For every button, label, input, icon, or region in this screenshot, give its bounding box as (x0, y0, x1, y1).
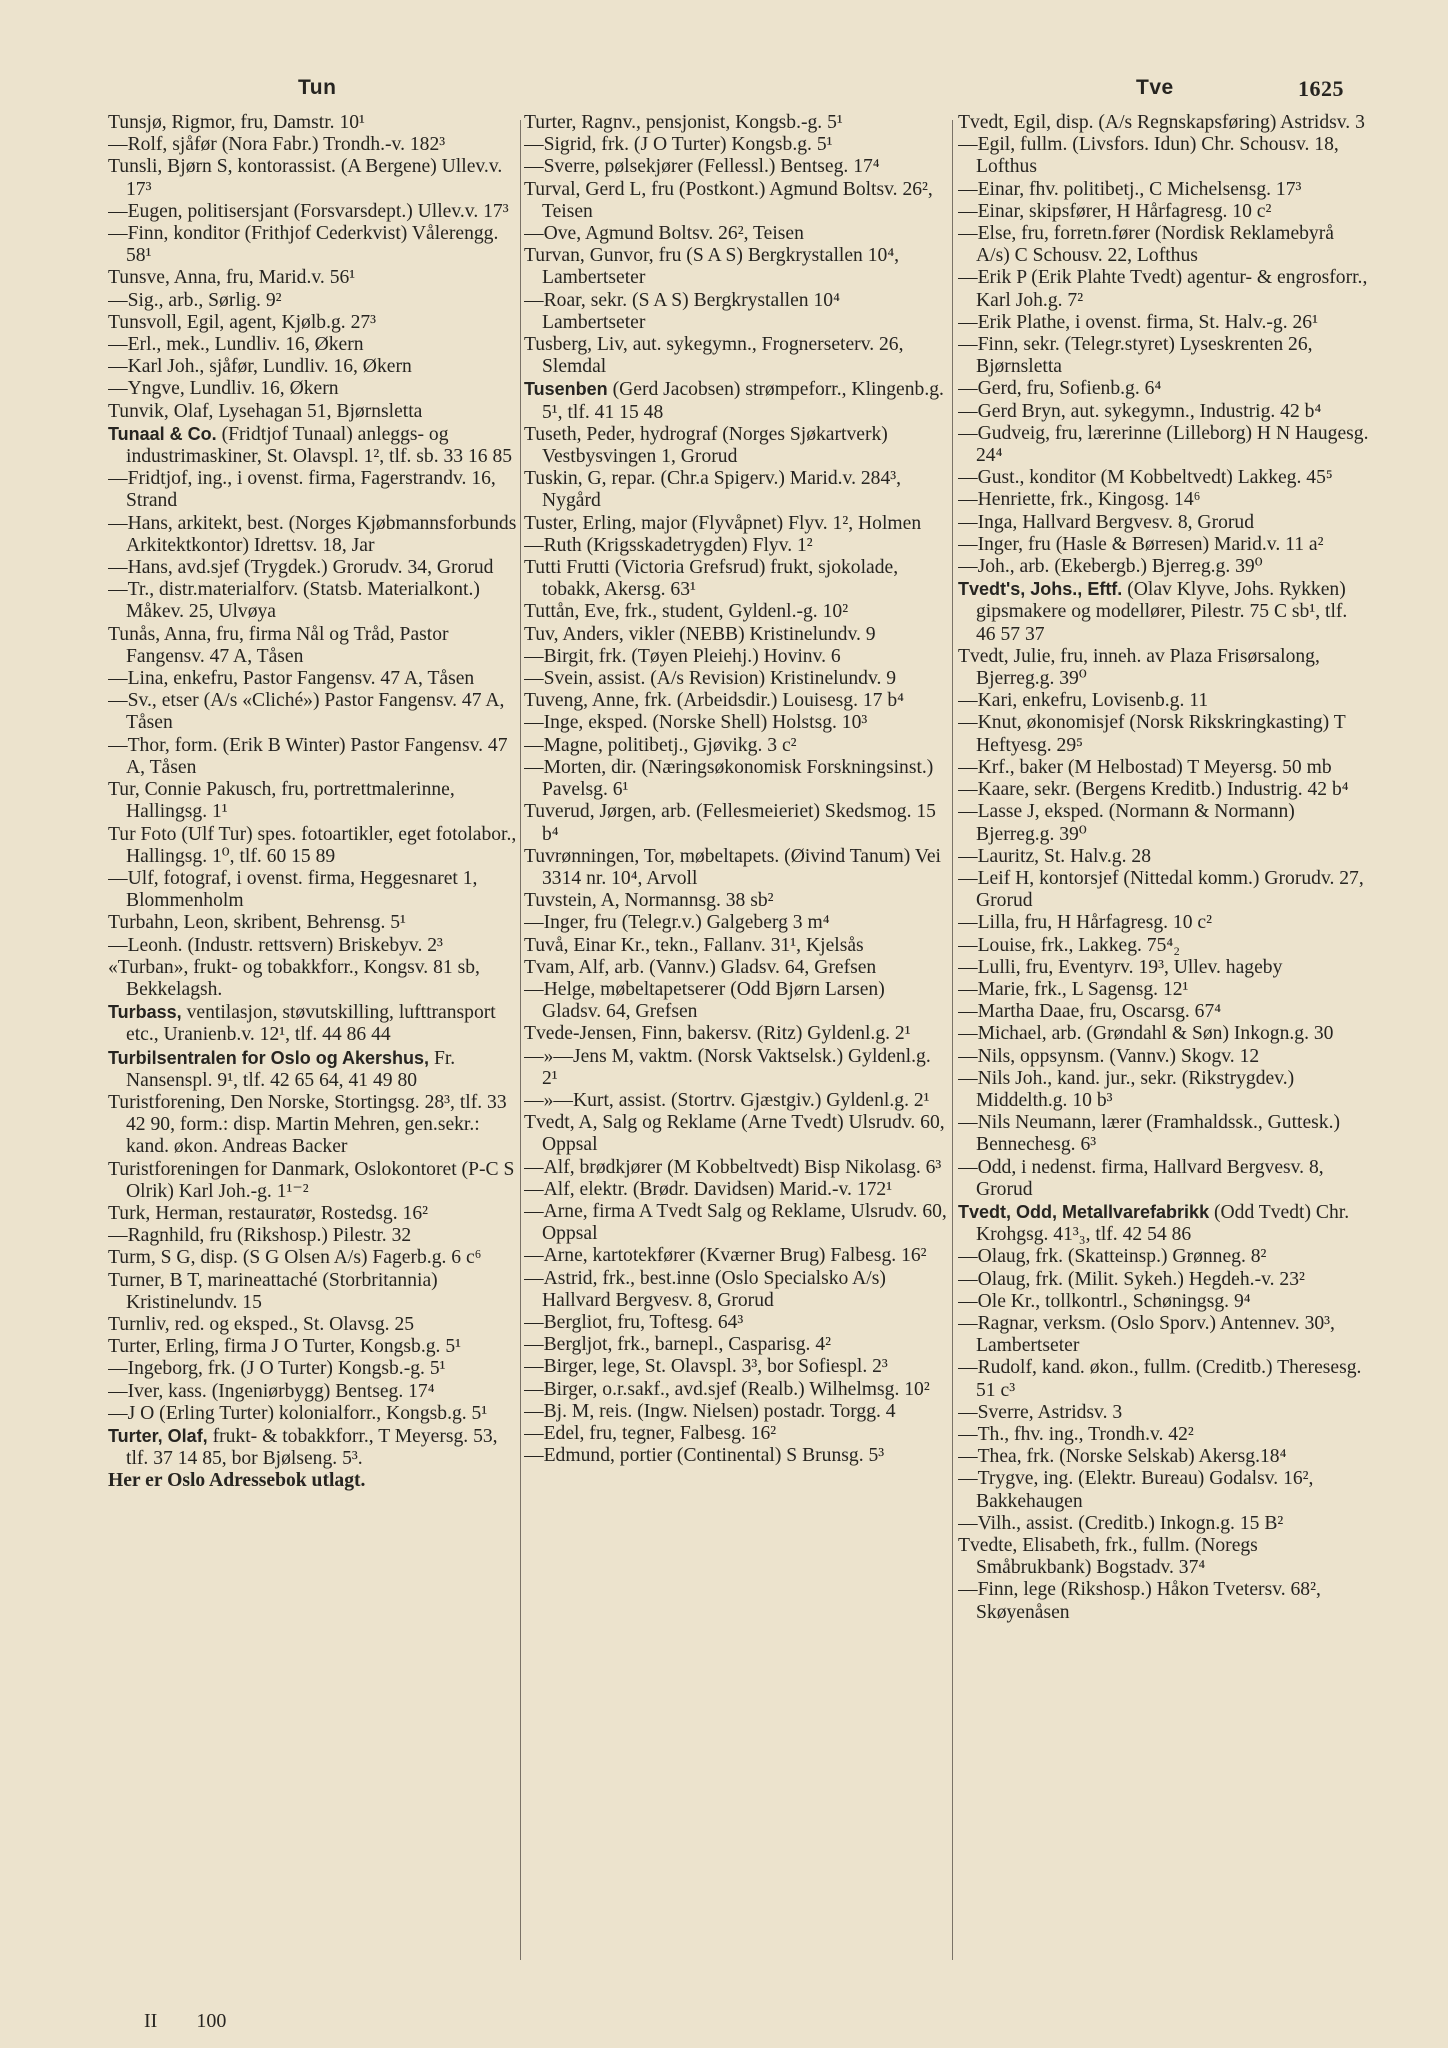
entry-text: —Gerd Bryn, aut. sykegymn., Industrig. 42 b⁴ (958, 400, 1322, 422)
directory-entry (108, 824, 518, 868)
entry-text: Tuster, Erling, major (Flyvåpnet) Flyv. 1², Holmen (524, 512, 922, 534)
entry-text: —Krf., baker (M Helbostad) T Meyersg. 50 mb (958, 756, 1332, 778)
entry-text: (Gerd Jacobsen) strømpeforr., Klingenb.g. 5¹, tlf. 41 15 48 (542, 379, 944, 423)
directory-entry (524, 557, 948, 601)
directory-entry (524, 1046, 948, 1090)
directory-entry (958, 401, 1370, 423)
entry-text: —Ole Kr., tollkontrl., Schøningsg. 9⁴ (958, 1290, 1251, 1312)
entry-text: —Inger, fru (Telegr.v.) Galgeberg 3 m⁴ (524, 912, 830, 934)
directory-entry (524, 290, 948, 334)
entry-text: —Sv., etser (A/s «Cliché») Pastor Fangensv. 47 A, Tåsen (108, 690, 505, 734)
directory-entry (524, 179, 948, 223)
entry-text: —Gust., konditor (M Kobbeltvedt) Lakkeg. 45⁵ (958, 467, 1333, 489)
directory-entry (108, 1336, 518, 1358)
directory-entry (108, 668, 518, 690)
directory-entry (108, 690, 518, 734)
directory-entry (524, 112, 948, 134)
entry-text: —Einar, fhv. politibetj., C Michelsensg. 17³ (958, 178, 1302, 200)
directory-entry (958, 712, 1370, 756)
entry-bold-name: Turbass, (108, 1002, 182, 1023)
directory-entry (958, 1291, 1370, 1313)
directory-entry (108, 1092, 518, 1159)
entry-bold-name: Tvedt, Odd, Metallvarefabrikk (958, 1201, 1210, 1222)
directory-entry (108, 1225, 518, 1247)
entry-text: Turvan, Gunvor, fru (S A S) Bergkrystallen 10⁴, Lambertseter (524, 245, 900, 289)
entry-text: —Hans, avd.sjef (Trygdek.) Grorudv. 34, Grorud (108, 557, 494, 579)
entry-text: Tvedt, Egil, disp. (A/s Regnskapsføring) Astridsv. 3 (958, 112, 1365, 133)
directory-column-2 (524, 112, 948, 1992)
entry-text: —Arne, kartotekfører (Kværner Brug) Falbesg. 16² (524, 1245, 927, 1267)
directory-entry (524, 1023, 948, 1045)
directory-entry (958, 179, 1370, 201)
directory-entry (958, 1579, 1370, 1623)
directory-entry (524, 1445, 948, 1467)
entry-text: —Erl., mek., Lundliv. 16, Økern (108, 334, 364, 356)
directory-column-1 (108, 112, 518, 1992)
entry-text: —Else, fru, forretn.fører (Nordisk Reklamebyrå A/s) C Schousv. 22, Lofthus (958, 223, 1334, 267)
header-last-word: Tve (1136, 76, 1174, 99)
directory-entry (958, 979, 1370, 1001)
directory-entry (108, 1270, 518, 1314)
entry-text: —Alf, brødkjører (M Kobbeltvedt) Bisp Nikolasg. 6³ (524, 1156, 942, 1178)
entry-text: —Eugen, politisersjant (Forsvarsdept.) Ullev.v. 17³ (108, 200, 509, 222)
entry-text: (Fridtjof Tunaal) anleggs- og industrimaskiner, St. Olavspl. 1², tlf. sb. 33 16 85 (126, 423, 513, 468)
entry-text: Tvede-Jensen, Finn, bakersv. (Ritz) Gyldenl.g. 2¹ (524, 1023, 911, 1045)
column-divider (952, 120, 953, 1960)
entry-text: Turval, Gerd L, fru (Postkont.) Agmund Boltsv. 26², Teisen (524, 178, 933, 222)
entry-text: Tuvstein, A, Normannsg. 38 sb² (524, 890, 774, 912)
directory-entry (958, 534, 1370, 556)
entry-text: Turter, Ragnv., pensjonist, Kongsb.-g. 5¹ (524, 112, 843, 133)
entry-text: Turbahn, Leon, skribent, Behrensg. 5¹ (108, 912, 406, 934)
entry-text: —Rudolf, kand. økon., fullm. (Creditb.) Theresesg. 51 c³ (958, 1357, 1362, 1401)
entry-text: —Finn, konditor (Frithjof Cederkvist) Vålerengg. 58¹ (108, 223, 499, 267)
directory-entry (108, 468, 518, 512)
entry-notice: Her er Oslo Adressebok utlagt. (108, 1470, 366, 1492)
directory-entry (958, 912, 1370, 934)
entry-text: —Ruth (Krigsskadetrygden) Flyv. 1² (524, 534, 813, 556)
entry-text: —Nils, oppsynsm. (Vannv.) Skogv. 12 (958, 1045, 1260, 1067)
entry-text: Tusberg, Liv, aut. sykegymn., Frognerseterv. 26, Slemdal (524, 334, 904, 378)
directory-entry (108, 134, 518, 156)
directory-entry (108, 201, 518, 223)
directory-entry (958, 1313, 1370, 1357)
column-divider (520, 120, 521, 1960)
directory-entry (958, 1068, 1370, 1112)
page-number: 1625 (1298, 76, 1344, 101)
entry-text: —Kaare, sekr. (Bergens Kreditb.) Industrig. 42 b⁴ (958, 779, 1349, 801)
directory-entry (958, 1468, 1370, 1512)
directory-entry (524, 1179, 948, 1201)
entry-text: —Inge, eksped. (Norske Shell) Holstsg. 10³ (524, 712, 868, 734)
entry-text: —Lina, enkefru, Pastor Fangensv. 47 A, Tåsen (108, 668, 475, 690)
directory-entry (958, 578, 1370, 646)
entry-bold-name: Tvedt's, Johs., Eftf. (958, 579, 1123, 600)
entry-text: Turner, B T, marineattaché (Storbritannia) Kristinelundv. 15 (108, 1269, 438, 1313)
entry-text: —Erik Plathe, i ovenst. firma, St. Halv.-g. 26¹ (958, 311, 1318, 333)
directory-entry (108, 1047, 518, 1092)
entry-text: Tunvik, Olaf, Lysehagan 51, Bjørnsletta (108, 400, 423, 422)
page-header (0, 76, 1448, 106)
entry-text: —Iver, kass. (Ingeniørbygg) Bentseg. 17⁴ (108, 1380, 435, 1402)
directory-entry (958, 556, 1370, 578)
directory-entry (958, 957, 1370, 979)
directory-entry (524, 646, 948, 668)
directory-entry (524, 424, 948, 468)
directory-entry (524, 601, 948, 623)
entry-text: Turm, S G, disp. (S G Olsen A/s) Fagerb.g. 6 c⁶ (108, 1247, 482, 1269)
directory-entry (958, 489, 1370, 511)
directory-entry (108, 579, 518, 623)
directory-entry (958, 201, 1370, 223)
entry-text: —Martha Daae, fru, Oscarsg. 67⁴ (958, 1001, 1222, 1023)
directory-entry (958, 267, 1370, 311)
directory-entry (108, 1403, 518, 1425)
directory-entry (958, 223, 1370, 267)
directory-entry (958, 868, 1370, 912)
entry-text: —Sverre, Astridsv. 3 (958, 1401, 1123, 1423)
directory-entry (524, 846, 948, 890)
entry-text: —Finn, lege (Rikshosp.) Håkon Tvetersv. 68², Skøyenåsen (958, 1579, 1321, 1623)
entry-text: —Birger, o.r.sakf., avd.sjef (Realb.) Wilhelmsg. 10² (524, 1378, 930, 1400)
directory-entry (958, 1535, 1370, 1579)
directory-entry (108, 112, 518, 134)
directory-entry (108, 156, 518, 200)
entry-bold-name: Turter, Olaf, (108, 1425, 208, 1446)
entry-text: —Leif H, kontorsjef (Nittedal komm.) Grorudv. 27, Grorud (958, 867, 1364, 912)
entry-text: Tvedte, Elisabeth, frk., fullm. (Noregs Småbrukbank) Bogstadv. 37⁴ (958, 1535, 1258, 1579)
entry-text: Turistforeningen for Danmark, Oslokontoret (P-C S Olrik) Karl Joh.-g. 1¹⁻² (108, 1158, 515, 1202)
directory-entry (958, 1001, 1370, 1023)
directory-entry (108, 356, 518, 378)
entry-text: —Sigrid, frk. (J O Turter) Kongsb.g. 5¹ (524, 134, 833, 156)
entry-text: «Turban», frukt- og tobakkforr., Kongsv. 81 sb, Bekkelagsh. (108, 956, 480, 1000)
entry-text: —Gudveig, fru, lærerinne (Lilleborg) H N Haugesg. 24⁴ (958, 422, 1369, 467)
entry-bold-name: Turbilsentralen for Oslo og Akershus, (108, 1047, 430, 1068)
entry-text: —Karl Joh., sjåfør, Lundliv. 16, Økern (108, 356, 412, 378)
entry-text: Tutti Frutti (Victoria Grefsrud) frukt, sjokolade, tobakk, Akersg. 63¹ (524, 557, 899, 601)
entry-text: (Odd Tvedt) Chr. Krohgsg. 41³₃, tlf. 42 54 86 (976, 1201, 1350, 1246)
directory-entry (108, 334, 518, 356)
entry-text: frukt- & tobakkforr., T Meyersg. 53, tlf. 37 14 85, bor Bjølseng. 5³. (126, 1425, 498, 1470)
directory-entry (108, 1159, 518, 1203)
directory-entry (108, 912, 518, 934)
entry-text: —Ove, Agmund Boltsv. 26², Teisen (524, 223, 804, 245)
entry-text: —Thea, frk. (Norske Selskab) Akersg.18⁴ (958, 1446, 1287, 1468)
entry-bold-name: Tunaal & Co. (108, 423, 217, 444)
entry-text: —Joh., arb. (Ekebergb.) Bjerreg.g. 39⁰ (958, 556, 1263, 578)
entry-text: —Ragnhild, fru (Rikshosp.) Pilestr. 32 (108, 1225, 412, 1247)
entry-text: —Morten, dir. (Næringsøkonomisk Forskningsinst.) Pavelsg. 6¹ (524, 756, 934, 801)
entry-text: Tunås, Anna, fru, firma Nål og Tråd, Pastor Fangensv. 47 A, Tåsen (108, 623, 449, 667)
directory-entry (524, 757, 948, 801)
directory-entry (524, 1090, 948, 1112)
entry-text: —Trygve, ing. (Elektr. Bureau) Godalsv. 16², Bakkehaugen (958, 1468, 1314, 1512)
entry-text: —Helge, møbeltapetserer (Odd Bjørn Larsen) Gladsv. 64, Grefsen (524, 978, 885, 1023)
entry-text: —Knut, økonomisjef (Norsk Rikskringkasting) T Heftyesg. 29⁵ (958, 712, 1346, 756)
entry-text: —Michael, arb. (Grøndahl & Søn) Inkogn.g. 30 (958, 1023, 1334, 1045)
entry-text: —Inger, fru (Hasle & Børresen) Marid.v. 11 a² (958, 533, 1324, 555)
directory-entry (524, 735, 948, 757)
entry-text: —Erik P (Erik Plahte Tvedt) agentur- & engrosforr., Karl Joh.g. 7² (958, 267, 1368, 311)
directory-entry (958, 334, 1370, 378)
directory-entry (524, 1401, 948, 1423)
directory-entry (108, 1001, 518, 1046)
directory-entry (108, 423, 518, 468)
directory-entry (524, 890, 948, 912)
directory-entry (958, 690, 1370, 712)
entry-text: —Odd, i nedenst. firma, Hallvard Bergvesv. 8, Grorud (958, 1156, 1324, 1200)
directory-entry (524, 468, 948, 512)
entry-text: —Finn, sekr. (Telegr.styret) Lyseskrenten 26, Bjørnsletta (958, 334, 1313, 378)
directory-entry (524, 668, 948, 690)
entry-text: —Bj. M, reis. (Ingw. Nielsen) postadr. Torgg. 4 (524, 1400, 896, 1422)
directory-entry (524, 935, 948, 957)
directory-entry (958, 1046, 1370, 1068)
directory-entry (958, 512, 1370, 534)
directory-entry (524, 1379, 948, 1401)
entry-text: Tuvrønningen, Tor, møbeltapets. (Øivind Tanum) Vei 3314 nr. 10⁴, Arvoll (524, 845, 941, 889)
directory-entry (958, 1023, 1370, 1045)
entry-text: —Alf, elektr. (Brødr. Davidsen) Marid.-v. 172¹ (524, 1178, 893, 1200)
directory-entry (108, 1203, 518, 1225)
entry-text: —Olaug, frk. (Milit. Sykeh.) Hegdeh.-v. 23² (958, 1268, 1305, 1290)
entry-text: —Edmund, portier (Continental) S Brunsg. 5³ (524, 1445, 885, 1467)
entry-text: —Lilla, fru, H Hårfagresg. 10 c² (958, 912, 1212, 934)
page-footer (144, 2010, 260, 2033)
entry-text: —Fridtjof, ing., i ovenst. firma, Fagerstrandv. 16, Strand (108, 468, 496, 512)
entry-text: —Tr., distr.materialforv. (Statsb. Materialkont.) Måkev. 25, Ulvøya (108, 579, 480, 623)
entry-text: Tunsve, Anna, fru, Marid.v. 56¹ (108, 267, 356, 289)
directory-entry (108, 1314, 518, 1336)
entry-text: —Ingeborg, frk. (J O Turter) Kongsb.-g. 5¹ (108, 1358, 446, 1380)
entry-text: Turistforening, Den Norske, Stortingsg. 28³, tlf. 33 42 90, form.: disp. Martin Mehren, gen.sekr.: kand. økon. Andreas Backer (108, 1091, 507, 1158)
entry-text: —Arne, firma A Tvedt Salg og Reklame, Ulsrudv. 60, Oppsal (524, 1200, 947, 1245)
directory-entry (958, 1157, 1370, 1201)
entry-text: Turk, Herman, restauratør, Rostedsg. 16² (108, 1202, 428, 1224)
entry-text: —Rolf, sjåfør (Nora Fabr.) Trondh.-v. 182³ (108, 134, 446, 156)
directory-entry (958, 779, 1370, 801)
entry-text: ventilasjon, støvutskilling, lufttransport etc., Uranienb.v. 12¹, tlf. 44 86 44 (126, 1002, 496, 1046)
entry-text: —Svein, assist. (A/s Revision) Kristinelundv. 9 (524, 668, 897, 690)
directory-entry (958, 1201, 1370, 1246)
entry-text: —Olaug, frk. (Skatteinsp.) Grønneg. 8² (958, 1246, 1267, 1268)
directory-entry (108, 1425, 518, 1470)
directory-entry (958, 1446, 1370, 1468)
directory-entry (958, 935, 1370, 957)
entry-text: —Magne, politibetj., Gjøvikg. 3 c² (524, 734, 797, 756)
directory-entry (524, 801, 948, 845)
directory-entry (524, 245, 948, 289)
directory-entry (958, 134, 1370, 178)
entry-text: —Lulli, fru, Eventyrv. 19³, Ullev. hageby (958, 956, 1283, 978)
directory-entry (524, 957, 948, 979)
entry-text: —Astrid, frk., best.inne (Oslo Specialsko A/s) Hallvard Bergvesv. 8, Grorud (524, 1267, 886, 1311)
directory-entry (108, 513, 518, 557)
directory-entry (524, 1157, 948, 1179)
footer-sheet: II (144, 2010, 158, 2032)
directory-entry (108, 1358, 518, 1380)
directory-entry (958, 1112, 1370, 1156)
entry-text: —Einar, skipsfører, H Hårfagresg. 10 c² (958, 200, 1272, 222)
directory-entry (524, 334, 948, 378)
entry-text: —Leonh. (Industr. rettsvern) Briskebyv. 2³ (108, 934, 443, 956)
entry-text: —»—Jens M, vaktm. (Norsk Vaktselsk.) Gyldenl.g. 2¹ (524, 1045, 931, 1089)
entry-text: —»—Kurt, assist. (Stortrv. Gjæstgiv.) Gyldenl.g. 2¹ (524, 1089, 930, 1111)
entry-text: Tunsvoll, Egil, agent, Kjølb.g. 27³ (108, 311, 377, 333)
directory-entry (958, 846, 1370, 868)
entry-text: —Th., fhv. ing., Trondh.v. 42² (958, 1423, 1194, 1445)
entry-text: Tunsli, Bjørn S, kontorassist. (A Bergene) Ullev.v. 17³ (108, 156, 503, 200)
directory-entry (108, 223, 518, 267)
directory-entry (108, 935, 518, 957)
directory-entry (958, 378, 1370, 400)
directory-entry (108, 557, 518, 579)
directory-entry (524, 1356, 948, 1378)
directory-entry (958, 467, 1370, 489)
directory-entry (958, 646, 1370, 690)
entry-text: Tuv, Anders, vikler (NEBB) Kristinelundv. 9 (524, 623, 876, 645)
entry-text: Tuskin, G, repar. (Chr.a Spigerv.) Marid.v. 284³, Nygård (524, 468, 902, 512)
entry-text: Tuverud, Jørgen, arb. (Fellesmeieriet) Skedsmog. 15 b⁴ (524, 801, 936, 845)
directory-entry (958, 1246, 1370, 1268)
directory-entry (524, 712, 948, 734)
entry-text: —Thor, form. (Erik B Winter) Pastor Fangensv. 47 A, Tåsen (108, 734, 508, 778)
entry-text: Tvam, Alf, arb. (Vannv.) Gladsv. 64, Grefsen (524, 956, 877, 978)
directory-entry (108, 1247, 518, 1269)
directory-entry (524, 624, 948, 646)
directory-entry (108, 735, 518, 779)
directory-entry (108, 779, 518, 823)
header-first-word: Tun (298, 76, 337, 99)
directory-entry (108, 624, 518, 668)
entry-text: Tuttån, Eve, frk., student, Gyldenl.-g. 10² (524, 601, 849, 623)
directory-entry (958, 1269, 1370, 1291)
directory-entry (108, 957, 518, 1001)
entry-text: —Lasse J, eksped. (Normann & Normann) Bjerreg.g. 39⁰ (958, 801, 1295, 845)
directory-entry (524, 156, 948, 178)
entry-text: (Olav Klyve, Johs. Rykken) gipsmakere og modellører, Pilestr. 75 C sb¹, tlf. 46 57 37 (976, 579, 1348, 645)
directory-entry (524, 1268, 948, 1312)
entry-text: —Birgit, frk. (Tøyen Pleiehj.) Hovinv. 6 (524, 645, 841, 667)
entry-text: —Gerd, fru, Sofienb.g. 6⁴ (958, 378, 1162, 400)
entry-text: —Sverre, pølsekjører (Fellessl.) Bentseg. 17⁴ (524, 156, 880, 178)
directory-entry (524, 1334, 948, 1356)
directory-entry (108, 312, 518, 334)
directory-entry (108, 1381, 518, 1403)
entry-text: —Nils Neumann, lærer (Framhaldssk., Guttesk.) Bennechesg. 6³ (958, 1112, 1341, 1156)
entry-text: —Ulf, fotograf, i ovenst. firma, Heggesnaret 1, Blommenholm (108, 867, 478, 912)
entry-text: —Kari, enkefru, Lovisenb.g. 11 (958, 690, 1209, 712)
entry-text: —Edel, fru, tegner, Falbesg. 16² (524, 1422, 777, 1444)
directory-entry (524, 134, 948, 156)
directory-entry (524, 223, 948, 245)
entry-bold-name: Tusenben (524, 379, 608, 400)
directory-column-3 (958, 112, 1370, 1992)
entry-text: —Egil, fullm. (Livsfors. Idun) Chr. Schousv. 18, Lofthus (958, 134, 1339, 178)
entry-text: —Vilh., assist. (Creditb.) Inkogn.g. 15 B² (958, 1512, 1284, 1534)
directory-entry (524, 1312, 948, 1334)
directory-entry (524, 1112, 948, 1156)
directory-entry (958, 112, 1370, 134)
entry-text: —Birger, lege, St. Olavspl. 3³, bor Sofiespl. 2³ (524, 1356, 888, 1378)
directory-entry (524, 1245, 948, 1267)
directory-entry (524, 912, 948, 934)
entry-text: Turter, Erling, firma J O Turter, Kongsb.g. 5¹ (108, 1336, 462, 1358)
entry-text: —Lauritz, St. Halv.g. 28 (958, 845, 1151, 867)
directory-entry (108, 401, 518, 423)
entry-text: —Marie, frk., L Sagensg. 12¹ (958, 978, 1189, 1000)
entry-text: —Sig., arb., Sørlig. 9² (108, 289, 282, 311)
directory-entry (958, 312, 1370, 334)
entry-text: —J O (Erling Turter) kolonialforr., Kongsb.g. 5¹ (108, 1402, 488, 1424)
entry-text: —Henriette, frk., Kingosg. 14⁶ (958, 489, 1201, 511)
entry-text: —Hans, arkitekt, best. (Norges Kjøbmannsforbunds Arkitektkontor) Idrettsv. 18, Jar (108, 512, 517, 556)
entry-text: Turnliv, red. og eksped., St. Olavsg. 25 (108, 1313, 415, 1335)
directory-entry (958, 757, 1370, 779)
entry-text: —Ragnar, verksm. (Oslo Sporv.) Antennev. 30³, Lambertseter (958, 1312, 1335, 1357)
entry-text: Tur, Connie Pakusch, fru, portrettmalerinne, Hallingsg. 1¹ (108, 779, 455, 823)
directory-entry (524, 1201, 948, 1245)
entry-text: Tuvå, Einar Kr., tekn., Fallanv. 31¹, Kjelsås (524, 934, 864, 956)
entry-text: —Roar, sekr. (S A S) Bergkrystallen 10⁴ Lambertseter (524, 289, 840, 333)
directory-entry (958, 1513, 1370, 1535)
entry-text: —Inga, Hallvard Bergvesv. 8, Grorud (958, 511, 1255, 533)
entry-text: Fr. Nansenspl. 9¹, tlf. 42 65 64, 41 49 80 (126, 1047, 456, 1091)
directory-entry (108, 868, 518, 912)
directory-entry (958, 423, 1370, 467)
directory-entry (108, 1470, 518, 1492)
directory-entry (958, 1357, 1370, 1401)
entry-text: Tvedt, Julie, fru, inneh. av Plaza Frisørsalong, Bjerreg.g. 39⁰ (958, 645, 1320, 690)
directory-entry (958, 801, 1370, 845)
entry-text: —Yngve, Lundliv. 16, Økern (108, 378, 339, 400)
entry-text: Tur Foto (Ulf Tur) spes. fotoartikler, eget fotolabor., Hallingsg. 1⁰, tlf. 60 15 89 (108, 823, 517, 867)
footer-number: 100 (196, 2010, 227, 2032)
entry-text: Tunsjø, Rigmor, fru, Damstr. 10¹ (108, 112, 365, 133)
directory-entry (958, 1402, 1370, 1424)
directory-entry (524, 979, 948, 1023)
entry-text: —Bergljot, frk., barnepl., Casparisg. 4² (524, 1334, 831, 1356)
entry-text: Tuveng, Anne, frk. (Arbeidsdir.) Louisesg. 17 b⁴ (524, 690, 904, 712)
entry-text: —Louise, frk., Lakkeg. 75⁴₂ (958, 934, 1181, 956)
entry-text: —Bergliot, fru, Toftesg. 64³ (524, 1311, 744, 1333)
entry-text: Tvedt, A, Salg og Reklame (Arne Tvedt) Ulsrudv. 60, Oppsal (524, 1112, 945, 1156)
directory-entry (524, 535, 948, 557)
directory-entry (108, 267, 518, 289)
directory-entry (524, 378, 948, 423)
entry-text: —Nils Joh., kand. jur., sekr. (Rikstrygdev.) Middelth.g. 10 b³ (958, 1067, 1295, 1111)
entry-text: Tuseth, Peder, hydrograf (Norges Sjøkartverk) Vestbysvingen 1, Grorud (524, 423, 888, 468)
directory-entry (108, 290, 518, 312)
directory-entry (108, 378, 518, 400)
directory-entry (958, 1424, 1370, 1446)
directory-entry (524, 1423, 948, 1445)
directory-entry (524, 690, 948, 712)
directory-entry (524, 513, 948, 535)
